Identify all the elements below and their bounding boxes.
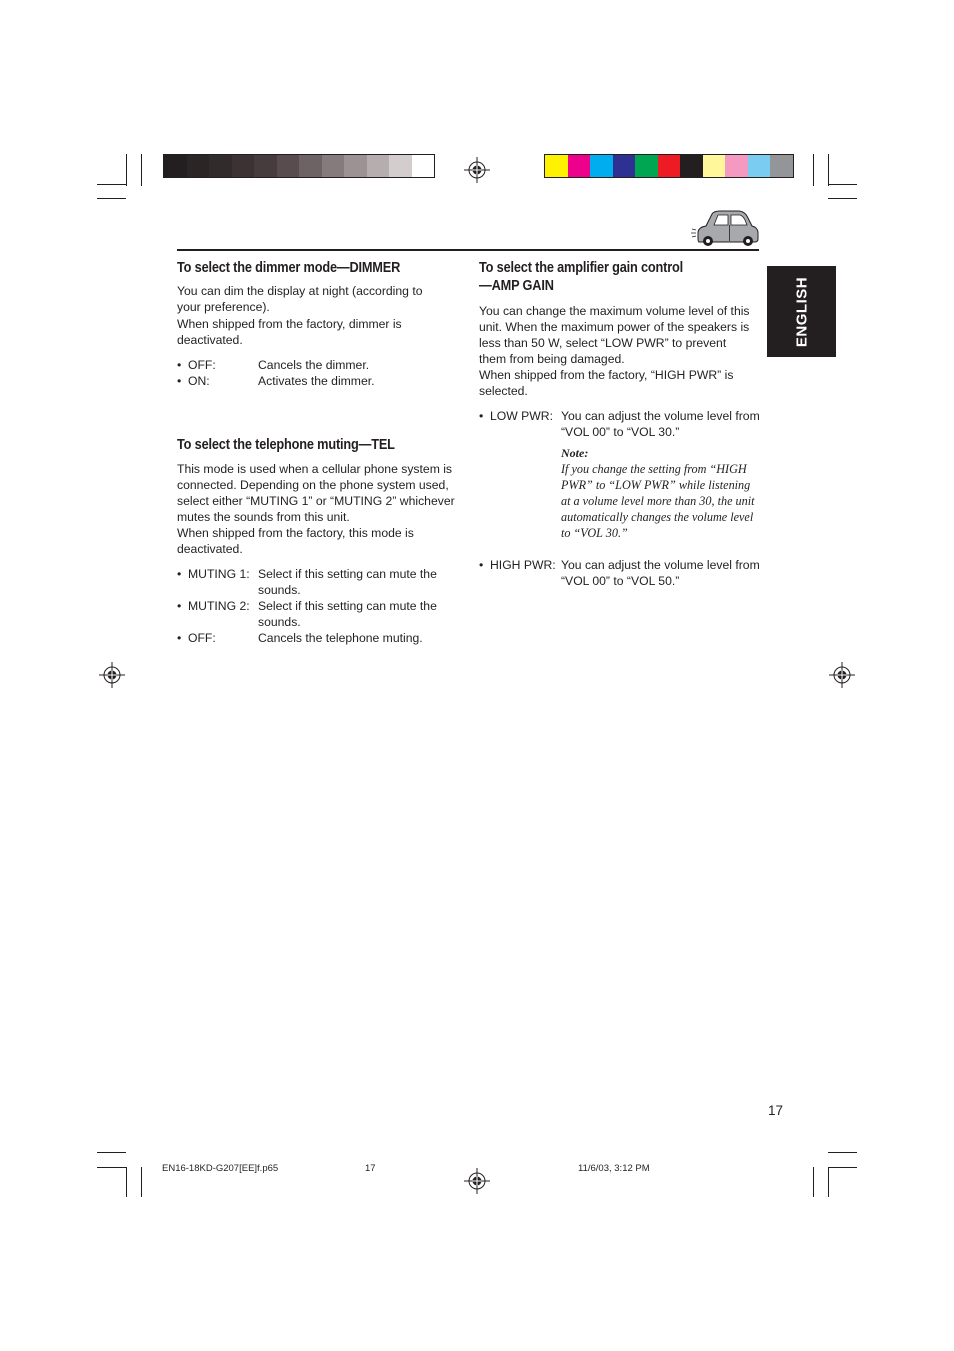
color-swatch xyxy=(232,155,255,177)
amp-low-list xyxy=(479,408,761,440)
crop-mark xyxy=(828,1167,857,1168)
color-swatch xyxy=(389,155,412,177)
registration-target-icon xyxy=(464,157,490,183)
note-text: If you change the setting from “HIGH PWR” to “LOW PWR” while listening at a volume level more than 30, the unit automatically changes the volume level to “VOL 30.” xyxy=(561,462,755,540)
car-icon xyxy=(690,208,760,250)
amp-factory-paragraph: When shipped from the factory, “HIGH PWR” is selected. xyxy=(479,368,734,398)
section-rule xyxy=(177,249,759,251)
footer-filename: EN16-18KD-G207[EE]f.p65 xyxy=(162,1163,279,1174)
dimmer-factory-paragraph: When shipped from the factory, dimmer is deactivated. xyxy=(177,317,402,347)
crop-mark xyxy=(813,1167,814,1197)
color-swatch xyxy=(322,155,345,177)
registration-target-icon xyxy=(99,662,125,688)
gray-color-bar xyxy=(163,154,435,178)
color-swatch xyxy=(187,155,210,177)
color-swatch xyxy=(613,155,636,177)
color-swatch xyxy=(344,155,367,177)
list-item: • MUTING 1: Select if this setting can mute the sounds. xyxy=(177,567,437,597)
color-swatch xyxy=(254,155,277,177)
crop-mark xyxy=(141,154,142,186)
crop-mark xyxy=(828,1152,857,1153)
registration-target-icon xyxy=(829,662,855,688)
crop-mark xyxy=(828,198,857,199)
crop-mark xyxy=(97,1152,126,1153)
color-swatch xyxy=(209,155,232,177)
crop-mark xyxy=(126,1167,127,1197)
crop-mark xyxy=(813,154,814,186)
color-swatch xyxy=(725,155,748,177)
color-swatch xyxy=(680,155,703,177)
note-heading: Note: xyxy=(561,446,589,460)
color-swatch xyxy=(367,155,390,177)
dimmer-heading: To select the dimmer mode—DIMMER xyxy=(177,260,401,276)
dimmer-options-list xyxy=(177,357,452,389)
color-swatch xyxy=(568,155,591,177)
color-swatch xyxy=(770,155,793,177)
color-swatch xyxy=(703,155,726,177)
registration-target-icon xyxy=(464,1168,490,1194)
crop-mark xyxy=(97,184,126,185)
footer-page: 17 xyxy=(365,1163,376,1174)
list-item: • LOW PWR: You can adjust the volume level from “VOL 00” to “VOL 30.” xyxy=(479,409,760,439)
list-item: • MUTING 2: Select if this setting can mute the sounds. xyxy=(177,599,437,629)
list-item: • HIGH PWR: You can adjust the volume level from “VOL 00” to “VOL 50.” xyxy=(479,558,760,588)
process-color-bar xyxy=(544,154,794,178)
language-tab xyxy=(767,266,836,357)
color-swatch xyxy=(658,155,681,177)
color-swatch xyxy=(748,155,771,177)
list-item: • OFF: Cancels the dimmer. xyxy=(177,358,370,372)
amp-heading-line2: —AMP GAIN xyxy=(479,278,554,294)
amp-paragraph: You can change the maximum volume level of this unit. When the maximum power of the speakers is less than 50 W, select “LOW PWR” to prevent them from being damaged. xyxy=(479,304,750,366)
page-number: 17 xyxy=(768,1103,784,1118)
footer-date: 11/6/03, 3:12 PM xyxy=(578,1163,650,1174)
crop-mark xyxy=(828,154,829,186)
dimmer-paragraph: You can dim the display at night (according to your preference). xyxy=(177,284,423,314)
crop-mark xyxy=(828,184,857,185)
crop-mark xyxy=(97,1167,126,1168)
amp-high-list xyxy=(479,557,761,589)
color-swatch xyxy=(635,155,658,177)
color-swatch xyxy=(164,155,187,177)
crop-mark xyxy=(141,1167,142,1197)
color-swatch xyxy=(277,155,300,177)
color-swatch xyxy=(545,155,568,177)
list-item: • ON: Activates the dimmer. xyxy=(177,374,375,388)
list-item: • OFF: Cancels the telephone muting. xyxy=(177,631,423,645)
crop-mark xyxy=(97,198,126,199)
tel-factory-paragraph: When shipped from the factory, this mode is deactivated. xyxy=(177,526,414,556)
amp-heading-line1: To select the amplifier gain control xyxy=(479,260,684,276)
color-swatch xyxy=(590,155,613,177)
tel-options-list xyxy=(177,566,459,646)
crop-mark xyxy=(126,154,127,186)
crop-mark xyxy=(828,1167,829,1197)
tel-heading: To select the telephone muting—TEL xyxy=(177,437,395,453)
tel-paragraph: This mode is used when a cellular phone system is connected. Depending on the phone system used, select either “MUTING 1” or “MUTING 2” whichever mutes the sounds from this unit. xyxy=(177,462,455,524)
color-swatch xyxy=(412,155,435,177)
language-tab-label: ENGLISH xyxy=(793,276,810,347)
color-swatch xyxy=(299,155,322,177)
